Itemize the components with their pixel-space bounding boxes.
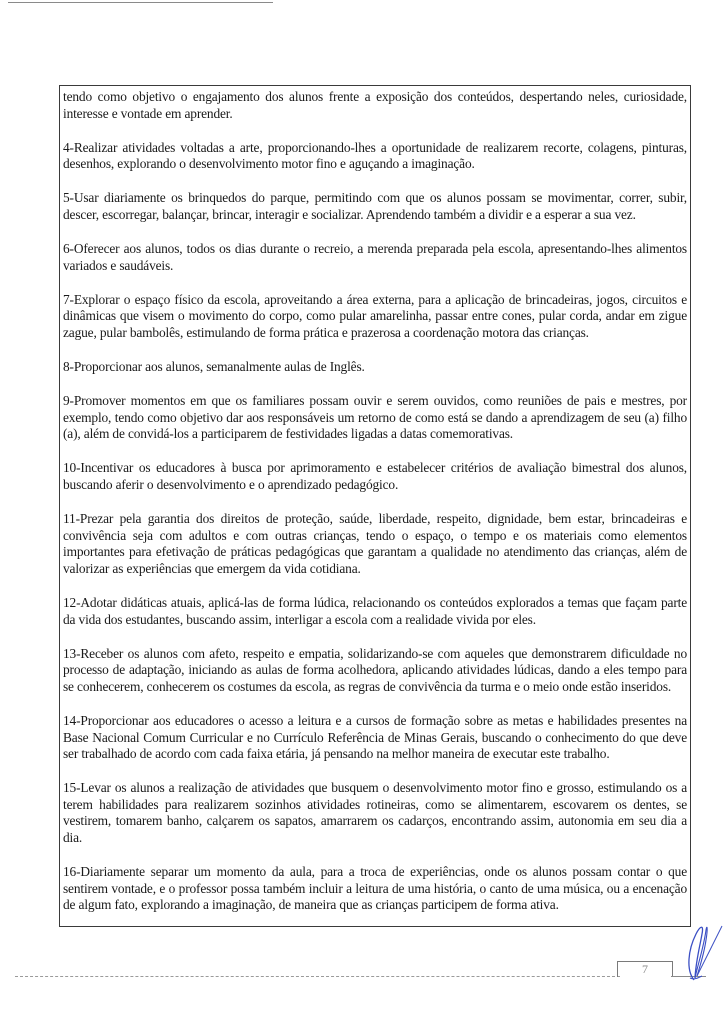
handwritten-signature-icon <box>680 920 724 985</box>
top-scan-rule <box>8 2 273 3</box>
paragraph-item-16: 16-Diariamente separar um momento da aula, para a troca de experiências, onde os alunos possam contar o que sentirem vontade, e o professor possa também incluir a leitura de uma história, o canto de uma música, ou a encenação de algum fato, explorando a imaginação, de maneira que as crianças participem de forma ativa. <box>63 864 687 913</box>
paragraph-item-11: 11-Prezar pela garantia dos direitos de proteção, saúde, liberdade, respeito, dignidade, bem estar, brincadeiras e convivência seja com adultos e com outras crianças, tendo o espaço, o tempo e os materiais como elementos importantes para efetivação de práticas pedagógicas que garantam a qualidade no atendimento das crianças, além de valorizar as experiências que emergem da vida cotidiana. <box>63 511 687 576</box>
paragraph-item-8: 8-Proporcionar aos alunos, semanalmente aulas de Inglês. <box>63 359 365 375</box>
signature-stroke-3 <box>697 926 722 976</box>
signature-stroke-1 <box>689 927 703 980</box>
paragraph-item-5: 5-Usar diariamente os brinquedos do parque, permitindo com que os alunos possam se movimentar, correr, subir, descer, escorregar, balançar, brincar, interagir e socializar. Aprendendo também a dividir e a esperar a sua vez. <box>63 190 687 222</box>
footer-rule <box>15 976 620 977</box>
paragraph-item-13: 13-Receber os alunos com afeto, respeito e empatia, solidarizando-se com aqueles que demonstrarem dificuldade no processo de adaptação, iniciando as aulas de forma acolhedora, aplicando atividades lúdicas, dando a eles tempo para se conhecerem, conhecerem os costumes da escola, as regras de convivência da turma e o meio onde estão inseridos. <box>63 645 687 694</box>
paragraph-intro-continuation: tendo como objetivo o engajamento dos alunos frente a exposição dos conteúdos, despertando neles, curiosidade, interesse e vontade em aprender. <box>63 89 687 121</box>
page-number: 7 <box>642 962 648 976</box>
content-box <box>59 85 691 927</box>
paragraph-item-14: 14-Proporcionar aos educadores o acesso a leitura e a cursos de formação sobre as metas e habilidades presentes na Base Nacional Comum Curricular e no Currículo Referência de Minas Gerais, buscando o conhecimento do que deve ser trabalhado de acordo com cada faixa etária, já pensando na melhor maneira de executar este trabalho. <box>63 712 687 762</box>
paragraph-item-12: 12-Adotar didáticas atuais, aplicá-las de forma lúdica, relacionando os conteúdos explorados a temas que façam parte da vida dos estudantes, buscando assim, interligar a escola com a realidade vivida por eles. <box>63 594 687 627</box>
paragraph-item-7: 7-Explorar o espaço físico da escola, aproveitando a área externa, para a aplicação de brincadeiras, jogos, circuitos e dinâmicas que visem o movimento do corpo, como pular amarelinha, passar entre cones, pular corda, andar em zigue zague, pular bambolês, estimulando de forma prática e prazerosa a coordenação motora das crianças. <box>63 291 687 340</box>
paragraph-item-9: 9-Promover momentos em que os familiares possam ouvir e serem ouvidos, como reuniões de pais e mestres, por exemplo, tendo como objetivo dar aos responsáveis um retorno de como está se dando a aprendizagem de seu (a) filho (a), além de convidá-los a participarem de festividades ligadas a datas comemorativas. <box>63 393 687 442</box>
paragraph-item-10: 10-Incentivar os educadores à busca por aprimoramento e estabelecer critérios de avaliação bimestral dos alunos, buscando aferir o desenvolvimento e o aprendizado pedagógico. <box>63 460 687 492</box>
paragraph-item-4: 4-Realizar atividades voltadas a arte, proporcionando-lhes a oportunidade de realizarem recorte, colagens, pinturas, desenhos, explorando o desenvolvimento motor fino e aguçando a imaginação. <box>63 139 687 172</box>
page-number-tab <box>617 961 673 977</box>
signature-stroke-2 <box>695 927 707 978</box>
paragraph-item-6: 6-Oferecer aos alunos, todos os dias durante o recreio, a merenda preparada pela escola, apresentando-lhes alimentos variados e saudáveis. <box>63 241 687 273</box>
paragraph-item-15: 15-Levar os alunos a realização de atividades que busquem o desenvolvimento motor fino e grosso, estimulando os a terem habilidades para realizarem sozinhos atividades rotineiras, como se alimentarem, escovarem os dentes, se vestirem, tomarem banho, calçarem os sapatos, amarrarem os cadarços, encontrando assim, autonomia em seu dia a dia. <box>63 780 687 845</box>
